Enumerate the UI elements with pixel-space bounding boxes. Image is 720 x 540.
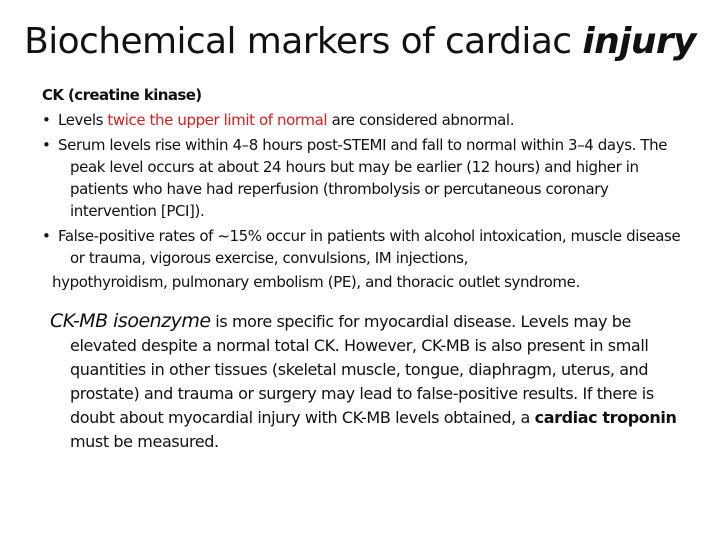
ck-heading: CK (creatine kinase) [42, 86, 202, 104]
ck-bullet-levels [42, 109, 682, 131]
bullet-mark: • [42, 111, 51, 129]
ck-bullet-false-positive-continued: hypothyroidism, pulmonary embolism (PE), and thoracic outlet syndrome. [52, 273, 580, 291]
title-emphasis-text: injury [582, 21, 696, 62]
title-main-text: Biochemical markers of cardiac [24, 21, 583, 62]
bullet-text-after: are considered abnormal. [327, 111, 515, 129]
bullet-text-before: Levels [58, 111, 108, 129]
bullet-mark: • [42, 136, 51, 154]
ckmb-lead-term: CK-MB isoenzyme [50, 310, 211, 332]
ck-bullet-false-positive [42, 225, 682, 269]
slide-body [42, 84, 682, 454]
ck-bullet-serum-levels [42, 134, 682, 222]
ckmb-ending: must be measured. [70, 432, 219, 451]
ckmb-bold-term: cardiac troponin [534, 408, 677, 427]
ckmb-paragraph [50, 309, 682, 454]
bullet-mark: • [42, 227, 51, 245]
bullet-text: False-positive rates of ~15% occur in patients with alcohol intoxication, muscle disease or trauma, vigorous exercise, convulsions, IM injections, [58, 227, 681, 267]
bullet-text: Serum levels rise within 4–8 hours post-STEMI and fall to normal within 3–4 days. The peak level occurs at about 24 hours but may be earlier (12 hours) and higher in patients who have had reperfusion (thrombolysis or percutaneous coronary intervention [PCI]). [58, 136, 668, 220]
slide-title [0, 20, 720, 63]
bullet-highlight-text: twice the upper limit of normal [107, 111, 328, 129]
ckmb-text: is more specific for myocardial disease. Levels may be elevated despite a normal total CK. However, CK-MB is also present in small quantities in other tissues (skeletal muscle, tongue, diaphragm, uterus, and prostate) and trauma or surgery may lead to false-positive results. If there is doubt about myocardial injury with CK-MB levels obtained, a [70, 312, 654, 427]
